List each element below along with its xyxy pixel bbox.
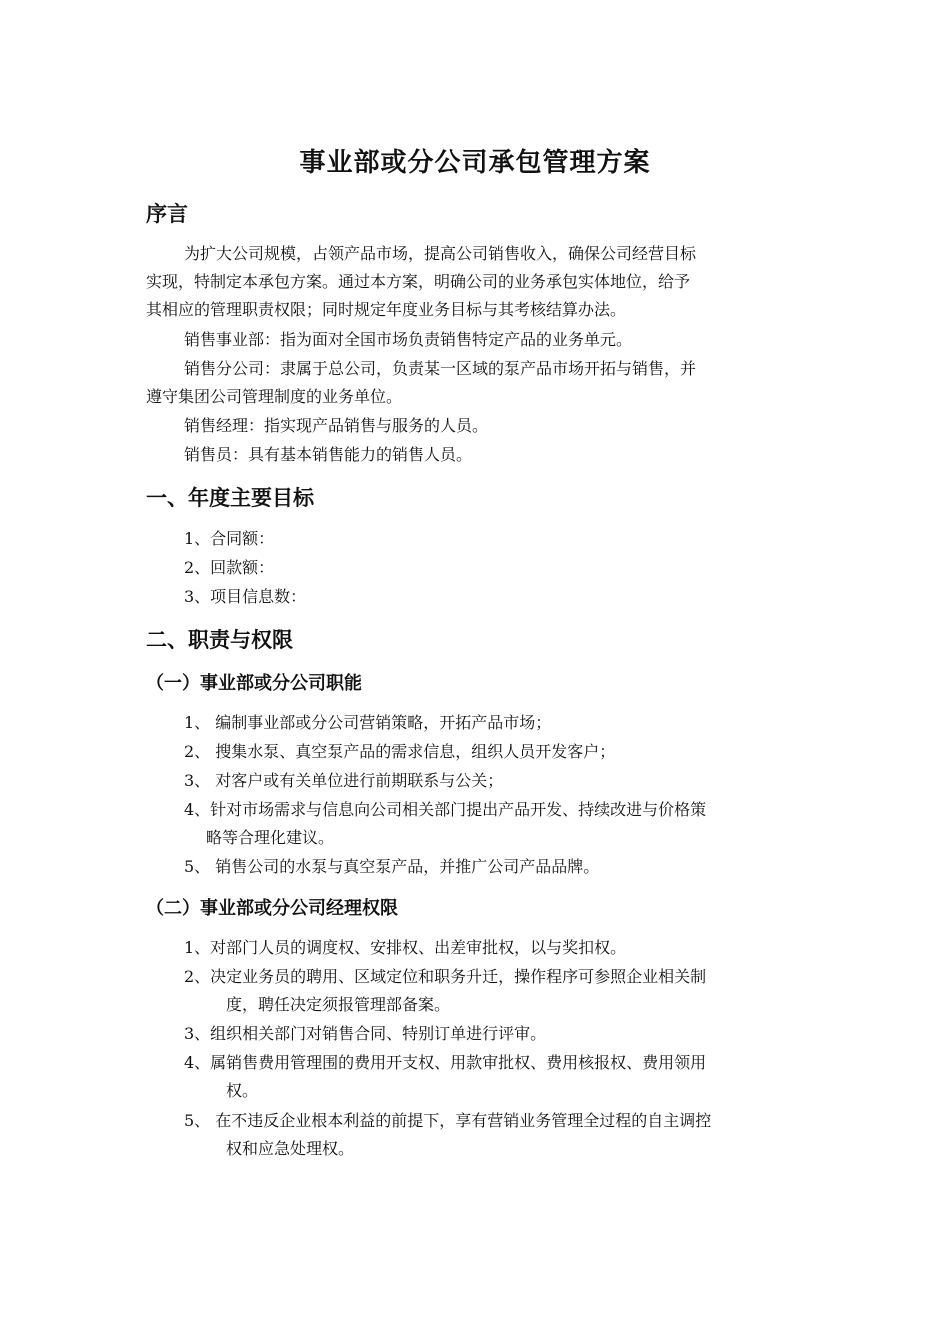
list-item: 3、组织相关部门对销售合同、特别订单进行评审。 bbox=[184, 1024, 547, 1043]
section2-heading: 二、职责与权限 bbox=[146, 628, 293, 652]
list-item-continuation: 权。 bbox=[226, 1081, 259, 1100]
list-item: 2、 搜集水泵、真空泵产品的需求信息，组织人员开发客户； bbox=[184, 742, 616, 761]
definition-sales-manager: 销售经理：指实现产品销售与服务的人员。 bbox=[184, 416, 489, 435]
preface-para-line: 为扩大公司规模，占领产品市场，提高公司销售收入，确保公司经营目标 bbox=[184, 244, 697, 263]
list-item: 5、 销售公司的水泵与真空泵产品，并推广公司产品品牌。 bbox=[184, 857, 600, 876]
document-title: 事业部或分公司承包管理方案 bbox=[299, 148, 651, 178]
list-item: 2、回款额： bbox=[184, 558, 275, 577]
list-item: 1、对部门人员的调度权、安排权、出差审批权，以与奖扣权。 bbox=[184, 938, 627, 957]
list-item-continuation: 略等合理化建议。 bbox=[206, 828, 335, 847]
list-item: 4、针对市场需求与信息向公司相关部门提出产品开发、持续改进与价格策 bbox=[184, 800, 707, 819]
list-item-continuation: 权和应急处理权。 bbox=[226, 1139, 355, 1158]
list-item: 3、 对客户或有关单位进行前期联系与公关； bbox=[184, 771, 504, 790]
list-item: 3、项目信息数： bbox=[184, 587, 307, 606]
list-item: 2、决定业务员的聘用、区域定位和职务升迁，操作程序可参照企业相关制 bbox=[184, 967, 707, 986]
subsection1-heading: （一）事业部或分公司职能 bbox=[146, 673, 362, 694]
definition-branch-line: 销售分公司：隶属于总公司，负责某一区域的泵产品市场开拓与销售，并 bbox=[184, 359, 697, 378]
section1-heading: 一、年度主要目标 bbox=[146, 486, 314, 510]
definition-sales-division: 销售事业部：指为面对全国市场负责销售特定产品的业务单元。 bbox=[184, 330, 633, 349]
list-item: 1、 编制事业部或分公司营销策略，开拓产品市场； bbox=[184, 713, 552, 732]
preface-heading: 序言 bbox=[146, 202, 188, 226]
definition-salesperson: 销售员：具有基本销售能力的销售人员。 bbox=[184, 445, 473, 464]
list-item: 1、合同额： bbox=[184, 529, 275, 548]
preface-para-line: 实现，特制定本承包方案。通过本方案，明确公司的业务承包实体地位，给予 bbox=[146, 272, 691, 291]
subsection2-heading: （二）事业部或分公司经理权限 bbox=[146, 898, 398, 919]
list-item-continuation: 度，聘任决定须报管理部备案。 bbox=[226, 995, 451, 1014]
preface-para-line: 其相应的管理职责权限；同时规定年度业务目标与其考核结算办法。 bbox=[146, 300, 627, 319]
definition-branch-line: 遵守集团公司管理制度的业务单位。 bbox=[146, 387, 403, 406]
list-item: 4、属销售费用管理围的费用开支权、用款审批权、费用核报权、费用领用 bbox=[184, 1053, 707, 1072]
list-item: 5、 在不违反企业根本利益的前提下，享有营销业务管理全过程的自主调控 bbox=[184, 1111, 712, 1130]
